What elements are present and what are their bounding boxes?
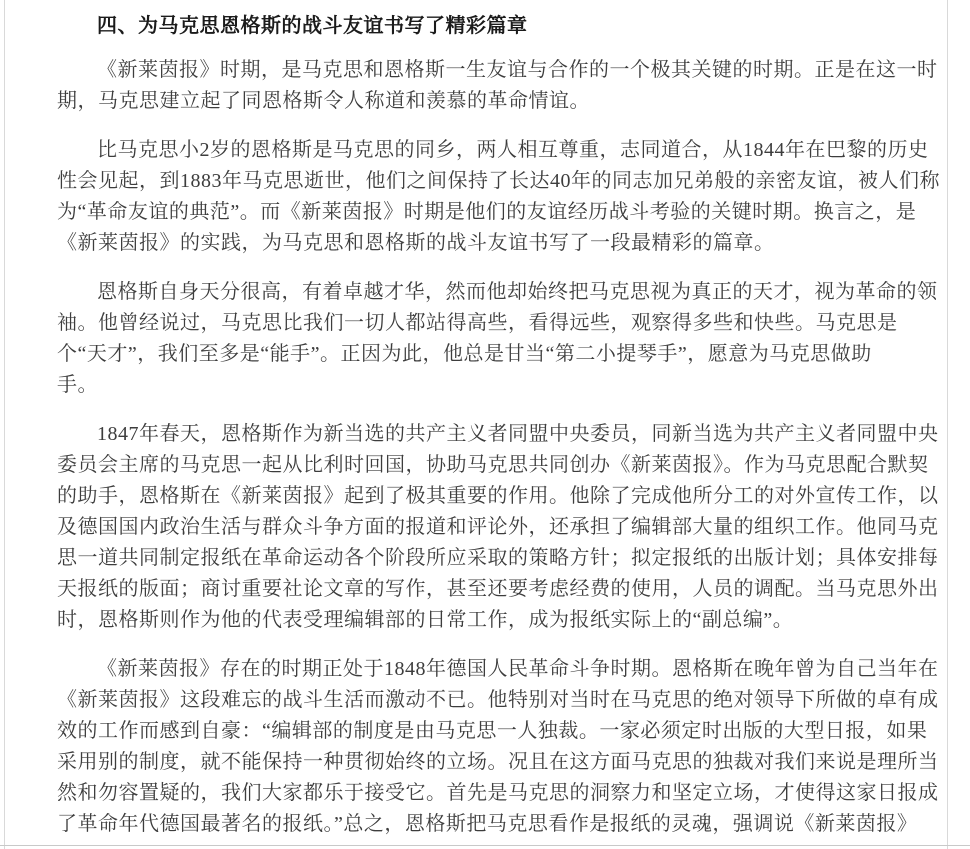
paragraph-line: 委员会主席的马克思一起从比利时回国，协助马克思共同创办《新莱茵报》。作为马克思配合默契 <box>57 454 929 476</box>
paragraph <box>57 277 938 401</box>
bottom-divider <box>0 845 970 846</box>
paragraph-line: 《新莱茵报》时期，是马克思和恩格斯一生友谊与合作的一个极其关键的时期。正是在这一时 <box>97 59 938 81</box>
paragraph-line: 然和勿容置疑的，我们大家都乐于接受它。首先是马克思的洞察力和坚定立场，才使得这家日报成 <box>57 782 939 804</box>
paragraph <box>57 419 939 636</box>
paragraph-line: 1847年春天，恩格斯作为新当选的共产主义者同盟中央委员，同新当选为共产主义者同盟中央 <box>97 423 939 445</box>
paragraph <box>57 135 940 259</box>
paragraph-line: 采用别的制度，就不能保持一种贯彻始终的立场。况且在这方面马克思的独裁对我们来说是理所当 <box>57 751 939 773</box>
paragraph-line: 《新莱茵报》的实践，为马克思和恩格斯的战斗友谊书写了一段最精彩的篇章。 <box>57 232 775 254</box>
paragraph <box>57 55 938 117</box>
paragraph-line: 《新莱茵报》这段难忘的战斗生活而激动不已。他特别对当时在马克思的绝对领导下所做的卓有成 <box>57 689 939 711</box>
paragraph-line: 性会见起，到1883年马克思逝世，他们之间保持了长达40年的同志加兄弟般的亲密友谊，被人们称 <box>57 170 940 192</box>
paragraph <box>57 654 939 840</box>
paragraph-line: 恩格斯自身天分很高，有着卓越才华，然而他却始终把马克思视为真正的天才，视为革命的领 <box>97 281 938 303</box>
paragraph-line: 个“天才”，我们至多是“能手”。正因为此，他总是甘当“第二小提琴手”，愿意为马克思做助 <box>57 343 872 365</box>
paragraph-line: 了革命年代德国最著名的报纸。”总之，恩格斯把马克思看作是报纸的灵魂，强调说《新莱茵报》 <box>57 813 918 835</box>
paragraph-line: 手。 <box>57 374 98 396</box>
paragraph-list <box>57 55 940 840</box>
paragraph-line: 思一道共同制定报纸在革命运动各个阶段所应采取的策略方针；拟定报纸的出版计划；具体安排每 <box>57 547 939 569</box>
document-content <box>57 11 940 840</box>
paragraph-line: 袖。他曾经说过，马克思比我们一切人都站得高些，看得远些，观察得多些和快些。马克思是 <box>57 312 898 334</box>
paragraph-line: 比马克思小2岁的恩格斯是马克思的同乡，两人相互尊重，志同道合，从1844年在巴黎的历史 <box>97 139 929 161</box>
paragraph-line: 《新莱茵报》存在的时期正处于1848年德国人民革命斗争时期。恩格斯在晚年曾为自己当年在 <box>97 658 939 680</box>
content-frame <box>4 0 948 849</box>
paragraph-line: 为“革命友谊的典范”。而《新莱茵报》时期是他们的友谊经历战斗考验的关键时期。换言之，是 <box>57 201 917 223</box>
section-heading: 四、为马克思恩格斯的战斗友谊书写了精彩篇章 <box>97 15 528 37</box>
paragraph-line: 的助手，恩格斯在《新莱茵报》起到了极其重要的作用。他除了完成他所分工的对外宣传工作，以 <box>57 485 939 507</box>
paragraph-line: 效的工作而感到自豪：“编辑部的制度是由马克思一人独裁。一家必须定时出版的大型日报，如果 <box>57 720 928 742</box>
paragraph-line: 期，马克思建立起了同恩格斯令人称道和羡慕的革命情谊。 <box>57 90 590 112</box>
paragraph-line: 时，恩格斯则作为他的代表受理编辑部的日常工作，成为报纸实际上的“副总编”。 <box>57 609 794 631</box>
paragraph-line: 天报纸的版面；商讨重要社论文章的写作，甚至还要考虑经费的使用，人员的调配。当马克思外出 <box>57 578 939 600</box>
paragraph-line: 及德国国内政治生活与群众斗争方面的报道和评论外，还承担了编辑部大量的组织工作。他同马克 <box>57 516 939 538</box>
